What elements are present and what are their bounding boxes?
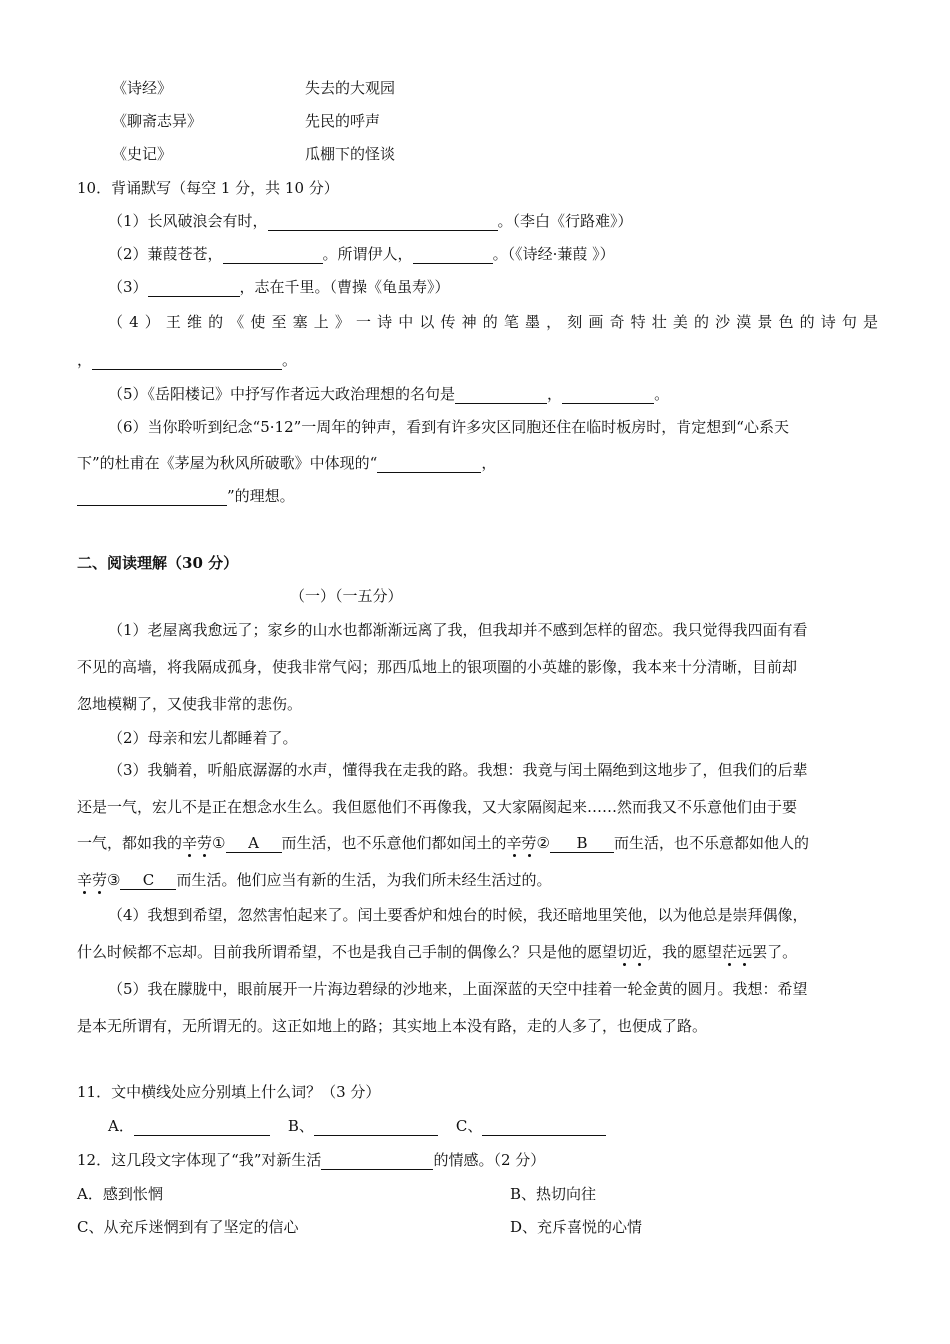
- passage-p1-line2: 不见的高墙，将我隔成孤身，使我非常气闷；那西瓜地上的银项圈的小英雄的影像，我本来十分清晰，目前却: [77, 658, 798, 676]
- dotted-word-mangyuan: 茫远: [722, 943, 753, 961]
- circle-num-2: ②: [536, 834, 550, 852]
- q12-option-c[interactable]: C、从充斥迷惘到有了坚定的信心: [77, 1218, 299, 1236]
- q10-item-2-pre: （2）蒹葭苍苍，: [108, 245, 223, 263]
- q10-item-6-line2: [77, 453, 496, 473]
- dotted-word-qiejin: 切近: [617, 943, 648, 961]
- q10-item-1-post: 。（李白《行路难》）: [497, 212, 633, 230]
- q10-item-6-pre: 下”的杜甫在《茅屋为秋风所破歌》中体现的“: [77, 454, 378, 472]
- q11-answers: [108, 1116, 606, 1136]
- q10-item-2: [108, 244, 615, 264]
- q10-item-6-line3: [77, 486, 295, 506]
- dotted-word-xinlao-2: 辛劳: [506, 834, 537, 852]
- q12-blank[interactable]: [321, 1153, 433, 1170]
- match-left-2: 《聊斋志异》: [112, 112, 203, 130]
- passage-text: 而生活。他们应当有新的生活，为我们所未经生活过的。: [176, 871, 552, 889]
- q10-item-3: [108, 277, 450, 297]
- q10-item-5: [108, 384, 669, 404]
- match-right-3: 瓜棚下的怪谈: [305, 145, 396, 163]
- q11-label-c: C、: [455, 1117, 483, 1135]
- passage-text: ，我的愿望: [647, 943, 723, 961]
- q10-item-3-post: ，志在千里。（曹操《龟虽寿》）: [239, 278, 450, 296]
- q10-item-4-pre: ，: [77, 351, 93, 369]
- match-right-2: 先民的呼声: [305, 112, 381, 130]
- passage-text: 罢了。: [752, 943, 798, 961]
- passage-p1-line3: 忽地模糊了，又使我非常的悲伤。: [77, 695, 303, 713]
- circle-num-3: ③: [107, 871, 121, 889]
- q10-blank-7[interactable]: [562, 387, 654, 404]
- q10-item-5-mid: ，: [547, 385, 563, 403]
- q10-item-6-mid: ，: [481, 454, 497, 472]
- match-left-1: 《诗经》: [112, 79, 173, 97]
- passage-p1-line1: （1）老屋离我愈远了；家乡的山水也都渐渐远离了我，但我却并不感到怎样的留恋。我只觉得我四面有看: [108, 621, 808, 639]
- q10-item-2-post: 。（《诗经·蒹葭 》）: [492, 245, 615, 263]
- passage-p3-line2: 还是一气，宏儿不是正在想念水生么。我但愿他们不再像我，又大家隔阂起来……然而我又不乐意他们由于要: [77, 798, 798, 816]
- passage-p3-line4: [77, 870, 552, 890]
- q10-title: 10．背诵默写（每空 1 分，共 10 分）: [77, 179, 339, 197]
- passage-text: 一气，都如我的: [77, 834, 183, 852]
- q10-item-3-pre: （3）: [108, 278, 148, 296]
- q12-title: [77, 1150, 545, 1170]
- q10-blank-5[interactable]: [92, 353, 282, 370]
- q11-title: 11．文中横线处应分别填上什么词？（3 分）: [77, 1083, 381, 1101]
- q10-blank-3[interactable]: [413, 247, 493, 264]
- match-right-1: 失去的大观园: [305, 79, 396, 97]
- dotted-word-xinlao-3: 辛劳: [77, 871, 108, 889]
- q10-blank-2[interactable]: [223, 247, 323, 264]
- q12-title-post: 的情感。（2 分）: [433, 1151, 546, 1169]
- q11-blank-c[interactable]: [482, 1119, 606, 1136]
- q10-item-1: [108, 211, 633, 231]
- q10-item-2-mid: 。所谓伊人，: [322, 245, 413, 263]
- passage-p2: （2）母亲和宏儿都睡着了。: [108, 729, 298, 747]
- fill-blank-c[interactable]: C: [120, 871, 176, 890]
- q10-blank-4[interactable]: [148, 280, 240, 297]
- fill-blank-a[interactable]: A: [226, 834, 282, 853]
- q11-label-b: B、: [287, 1117, 314, 1135]
- circle-num-1: ①: [212, 834, 226, 852]
- q10-item-6-line1: （6）当你聆听到纪念“5·12”一周年的钟声，看到有许多灾区同胞还住在临时板房时，肯定想到“心系天: [108, 418, 789, 436]
- passage-p4-line2: [77, 942, 797, 962]
- q10-blank-8[interactable]: [377, 456, 481, 473]
- q10-item-5-post: 。: [654, 385, 670, 403]
- q11-label-a: A．: [108, 1117, 134, 1135]
- match-left-3: 《史记》: [112, 145, 173, 163]
- section-heading: 二、阅读理解（30 分）: [77, 554, 239, 572]
- q10-item-1-pre: （1）长风破浪会有时，: [108, 212, 268, 230]
- q10-item-6-post: ”的理想。: [227, 487, 295, 505]
- section-subheading: （一）（一五分）: [290, 587, 403, 605]
- q11-blank-b[interactable]: [314, 1119, 438, 1136]
- q10-blank-1[interactable]: [268, 214, 498, 231]
- q11-blank-a[interactable]: [134, 1119, 270, 1136]
- passage-p5-line1: （5）我在朦胧中，眼前展开一片海边碧绿的沙地来，上面深蓝的天空中挂着一轮金黄的圆月。我想：希望: [108, 980, 808, 998]
- passage-p4-line1: （4）我想到希望，忽然害怕起来了。闰土要香炉和烛台的时候，我还暗地里笑他，以为他总是崇拜偶像，: [108, 906, 808, 924]
- q10-item-5-pre: （5）《岳阳楼记》中抒写作者远大政治理想的名句是: [108, 385, 456, 403]
- passage-text: 什么时候都不忘却。目前我所谓希望，不也是我自己手制的偶像么？只是他的愿望: [77, 943, 618, 961]
- q10-blank-9[interactable]: [77, 489, 227, 506]
- q12-option-a[interactable]: A．感到怅惘: [77, 1185, 163, 1203]
- passage-p3-line1: （3）我躺着，听船底潺潺的水声，懂得我在走我的路。我想：我竟与闰土隔绝到这地步了，但我们的后辈: [108, 761, 808, 779]
- passage-p5-line2: 是本无所谓有，无所谓无的。这正如地上的路；其实地上本没有路，走的人多了，也便成了路。: [77, 1017, 708, 1035]
- q10-item-4-post: 。: [282, 351, 298, 369]
- passage-text: 而生活，也不乐意都如他人的: [614, 834, 810, 852]
- q10-blank-6[interactable]: [455, 387, 547, 404]
- passage-p3-line3: [77, 833, 809, 853]
- q12-title-pre: 12．这几段文字体现了“我”对新生活: [77, 1151, 322, 1169]
- q10-item-4-line1: （4）王维的《使至塞上》一诗中以传神的笔墨，刻画奇特壮美的沙漠景色的诗句是: [108, 313, 878, 331]
- dotted-word-xinlao-1: 辛劳: [182, 834, 213, 852]
- q12-option-d[interactable]: D、充斥喜悦的心情: [510, 1218, 643, 1236]
- fill-blank-b[interactable]: B: [550, 834, 614, 853]
- q10-item-4-line2: [77, 350, 297, 370]
- passage-text: 而生活，也不乐意他们都如闰土的: [281, 834, 507, 852]
- q12-option-b[interactable]: B、热切向往: [510, 1185, 597, 1203]
